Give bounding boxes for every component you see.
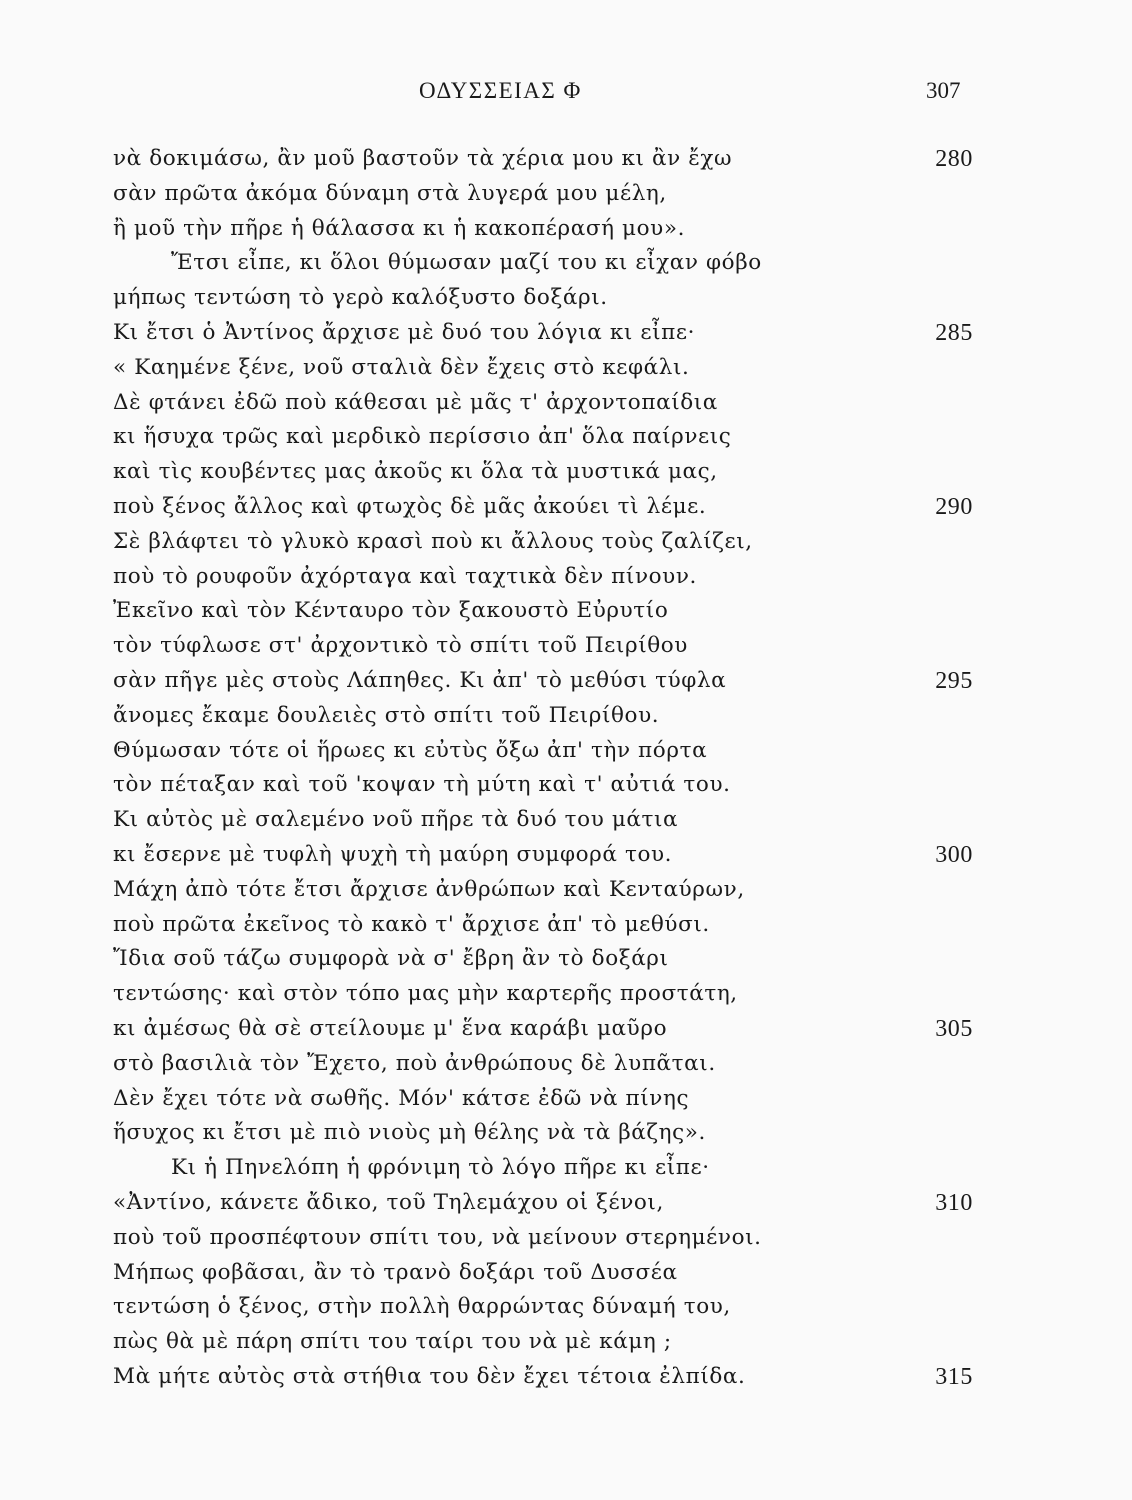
verse-line xyxy=(113,1221,973,1256)
verse-text: ποὺ πρῶτα ἐκεῖνος τὸ κακὸ τ' ἄρχισε ἀπ' τὸ μεθύσι. xyxy=(113,911,710,937)
verse-text: Θύμωσαν τότε οἱ ἥρωες κι εὐτὺς ὄξω ἀπ' τὴν πόρτα xyxy=(113,737,708,763)
verse-text: κι ἥσυχα τρῶς καὶ μερδικὸ περίσσιο ἀπ' ὅλα παίρνεις xyxy=(113,424,732,450)
verse-text: «Ἀντίνο, κάνετε ἄδικο, τοῦ Τηλεμάχου οἱ ξένοι, xyxy=(113,1189,664,1215)
verse-line xyxy=(113,1360,973,1395)
verse-line xyxy=(113,560,973,595)
verse-line xyxy=(113,142,973,177)
verse-text: Ἴδια σοῦ τάζω συμφορὰ νὰ σ' ἔβρη ἂν τὸ δοξάρι xyxy=(113,946,669,972)
verse-line xyxy=(113,386,973,421)
verse-line xyxy=(113,768,973,803)
verse-text: τεντώσης· καὶ στὸν τόπο μας μὴν καρτερῆς προστάτη, xyxy=(113,981,738,1007)
verse-line xyxy=(113,838,973,873)
verse-line xyxy=(113,1047,973,1082)
verse-text: Ἔτσι εἶπε, κι ὅλοι θύμωσαν μαζί του κι εἶχαν φόβο xyxy=(171,250,762,276)
verse-line xyxy=(113,734,973,769)
verse-line xyxy=(113,629,973,664)
verse-line xyxy=(113,490,973,525)
verse-text: στὸ βασιλιὰ τὸν Ἔχετο, ποὺ ἀνθρώπους δὲ λυπᾶται. xyxy=(113,1050,716,1076)
line-number: 300 xyxy=(935,841,973,868)
line-number: 290 xyxy=(935,493,973,520)
verse-text: Κι ἔτσι ὁ Ἀντίνος ἄρχισε μὲ δυό του λόγια κι εἶπε· xyxy=(113,319,696,345)
line-number: 310 xyxy=(935,1189,973,1216)
verse-line xyxy=(113,212,973,247)
verse-line xyxy=(113,594,973,629)
verse-text: Ἐκεῖνο καὶ τὸν Κένταυρο τὸν ξακουστὸ Εὐρυτίο xyxy=(113,598,669,624)
verse-line xyxy=(113,664,973,699)
verse-text: σὰν πῆγε μὲς στοὺς Λάπηθες. Κι ἀπ' τὸ μεθύσι τύφλα xyxy=(113,667,727,693)
verse-text: νὰ δοκιμάσω, ἂν μοῦ βαστοῦν τὰ χέρια μου κι ἂν ἔχω xyxy=(113,146,733,171)
verse-line xyxy=(113,1151,973,1186)
verse-text: τὸν πέταξαν καὶ τοῦ 'κοψαν τὴ μύτη καὶ τ' αὐτιά του. xyxy=(113,772,731,798)
verse-text: σὰν πρῶτα ἀκόμα δύναμη στὰ λυγερά μου μέλη, xyxy=(113,180,667,206)
verse-line xyxy=(113,1082,973,1117)
verse-text: τὸν τύφλωσε στ' ἀρχοντικὸ τὸ σπίτι τοῦ Πειρίθου xyxy=(113,633,688,659)
verse-line xyxy=(113,316,973,351)
running-head xyxy=(0,78,1132,114)
verse-line xyxy=(113,246,973,281)
verse-line xyxy=(113,1256,973,1291)
verse-line xyxy=(113,699,973,734)
verse-text: ἥσυχος κι ἔτσι μὲ πιὸ νιοὺς μὴ θέλης νὰ τὰ βάζης». xyxy=(113,1120,706,1146)
verse-text: Κι ἡ Πηνελόπη ἡ φρόνιμη τὸ λόγο πῆρε κι εἶπε· xyxy=(171,1155,710,1181)
verse-text: ἢ μοῦ τὴν πῆρε ἡ θάλασσα κι ἡ κακοπέρασή μου». xyxy=(113,215,686,241)
verse-line xyxy=(113,977,973,1012)
verse-text: « Καημένε ξένε, νοῦ σταλιὰ δὲν ἔχεις στὸ κεφάλι. xyxy=(113,354,690,380)
verse-text: καὶ τὶς κουβέντες μας ἀκοῦς κι ὅλα τὰ μυστικά μας, xyxy=(113,459,718,485)
verse-line xyxy=(113,873,973,908)
verse-line xyxy=(113,420,973,455)
verse-line xyxy=(113,908,973,943)
verse-line xyxy=(113,1186,973,1221)
verse-line xyxy=(113,942,973,977)
chapter-title: ΟΔΥΣΣΕΙΑΣ Φ xyxy=(419,78,582,103)
verse-line xyxy=(113,525,973,560)
verse-line xyxy=(113,177,973,212)
line-number: 295 xyxy=(935,667,973,694)
verse-text: Σὲ βλάφτει τὸ γλυκὸ κρασὶ ποὺ κι ἄλλους τοὺς ζαλίζει, xyxy=(113,528,753,554)
verse-line xyxy=(113,803,973,838)
verse-line xyxy=(113,281,973,316)
verse-text: κι ἔσερνε μὲ τυφλὴ ψυχὴ τὴ μαύρη συμφορά του. xyxy=(113,841,673,867)
verse-text: τεντώση ὁ ξένος, στὴν πολλὴ θαρρώντας δύναμή του, xyxy=(113,1294,731,1320)
verse-text: Μὰ μήτε αὐτὸς στὰ στήθια του δὲν ἔχει τέτοια ἐλπίδα. xyxy=(113,1363,746,1389)
line-number: 280 xyxy=(935,146,973,172)
line-number: 315 xyxy=(935,1363,973,1390)
line-number: 305 xyxy=(935,1015,973,1042)
verse-line xyxy=(113,351,973,386)
verse-text: πὼς θὰ μὲ πάρη σπίτι του ταίρι του νὰ μὲ κάμη ; xyxy=(113,1329,672,1355)
verse-text: Κι αὐτὸς μὲ σαλεμένο νοῦ πῆρε τὰ δυό του μάτια xyxy=(113,807,679,833)
verse-text: ἄνομες ἔκαμε δουλειὲς στὸ σπίτι τοῦ Πειρίθου. xyxy=(113,702,660,728)
verse-line xyxy=(113,1325,973,1360)
verse-text: κι ἀμέσως θὰ σὲ στείλουμε μ' ἕνα καράβι μαῦρο xyxy=(113,1015,668,1041)
verse-text: ποὺ τὸ ρουφοῦν ἀχόρταγα καὶ ταχτικὰ δὲν πίνουν. xyxy=(113,563,697,589)
verse-line xyxy=(113,1116,973,1151)
line-number: 285 xyxy=(935,319,973,346)
verse-text: Δὲν ἔχει τότε νὰ σωθῆς. Μόν' κάτσε ἐδῶ νὰ πίνης xyxy=(113,1085,690,1111)
verse-line xyxy=(113,455,973,490)
verse-text: μήπως τεντώση τὸ γερὸ καλόξυστο δοξάρι. xyxy=(113,285,608,311)
verse-text: ποὺ τοῦ προσπέφτουν σπίτι του, νὰ μείνουν στερημένοι. xyxy=(113,1224,762,1250)
page-number: 307 xyxy=(926,78,961,103)
verse-text: ποὺ ξένος ἄλλος καὶ φτωχὸς δὲ μᾶς ἀκούει τὶ λέμε. xyxy=(113,493,707,519)
verse-line xyxy=(113,1290,973,1325)
verse-text: Μήπως φοβᾶσαι, ἂν τὸ τρανὸ δοξάρι τοῦ Δυσσέα xyxy=(113,1259,678,1285)
verse-line xyxy=(113,1012,973,1047)
verse-text: Δὲ φτάνει ἐδῶ ποὺ κάθεσαι μὲ μᾶς τ' ἀρχοντοπαίδια xyxy=(113,389,718,415)
verse-block xyxy=(113,142,973,1395)
verse-text: Μάχη ἀπὸ τότε ἔτσι ἄρχισε ἀνθρώπων καὶ Κενταύρων, xyxy=(113,876,745,902)
